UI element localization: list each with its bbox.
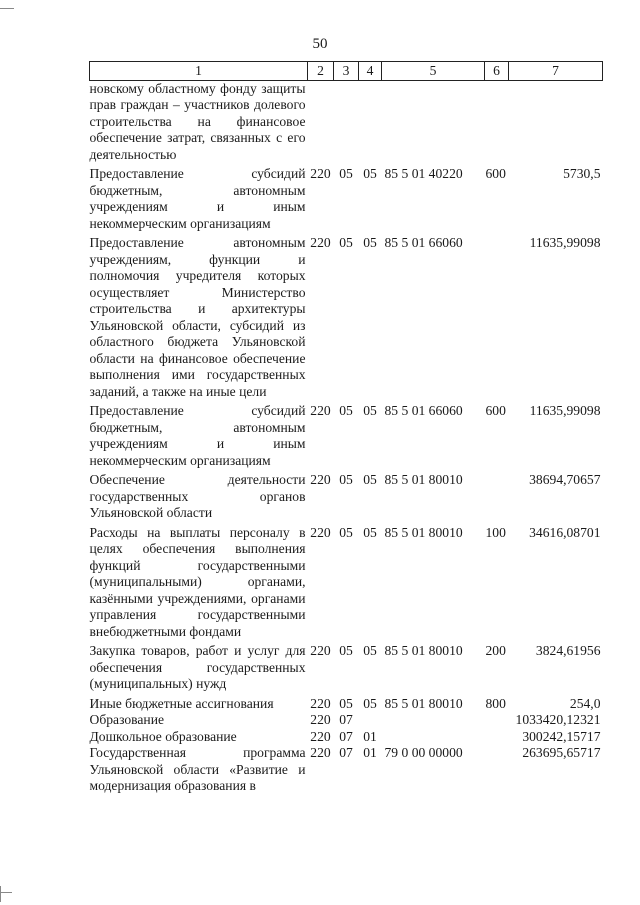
row-subsection: 05 <box>363 166 377 181</box>
row-section: 05 <box>339 643 353 658</box>
row-amount: 38694,70657 <box>529 472 601 487</box>
table-row <box>90 643 603 696</box>
row-subsection: 05 <box>363 524 377 540</box>
row-code-admin: 220 <box>310 712 331 727</box>
table-row <box>90 472 603 525</box>
header-col-1: 1 <box>90 62 308 81</box>
row-code-admin: 220 <box>310 472 331 487</box>
row-target-article <box>382 729 485 746</box>
table-row <box>90 235 603 403</box>
row-target-article: 85 5 01 66060 <box>384 403 463 418</box>
row-subsection <box>359 80 382 166</box>
row-amount: 263695,65717 <box>522 745 601 760</box>
row-subsection: 05 <box>363 695 377 711</box>
row-amount: 11635,99098 <box>529 235 601 250</box>
row-name: Расходы на выплаты персоналу в целях обеспечения выполнения функций государственными (муниципальными) органами, казёнными учреждениями, органами управления государственными внебюджетными фондами <box>89 524 306 639</box>
row-name: Предоставление автономным учреждениям, функции и полномочия учредителя которых осуществляет Министерство строительства и архитектуры Ульяновской области, субсидий из областного бюджета Ульяновской области на финансовое обеспечение выполнения ими государственных заданий, а также на иные цели <box>89 235 306 399</box>
row-section: 05 <box>339 472 353 487</box>
row-expense-type <box>485 235 509 403</box>
table-row <box>90 745 603 795</box>
row-subsection: 05 <box>363 403 377 418</box>
row-amount: 11635,99098 <box>529 403 601 418</box>
row-expense-type: 100 <box>485 524 506 540</box>
table-row <box>90 166 603 235</box>
row-target-article <box>382 80 485 166</box>
table-row <box>90 696 603 713</box>
row-code-admin: 220 <box>310 235 331 250</box>
row-expense-type <box>485 745 509 795</box>
row-code-admin: 220 <box>310 524 331 540</box>
row-subsection: 01 <box>363 728 377 744</box>
row-target-article <box>382 712 485 729</box>
row-subsection: 05 <box>363 472 377 487</box>
row-section: 07 <box>339 745 353 760</box>
row-amount: 34616,08701 <box>529 524 601 540</box>
row-name: Предоставление субсидий бюджетным, автономным учреждениям и иным некоммерческим организациям <box>89 166 306 231</box>
row-section: 07 <box>339 728 353 744</box>
row-amount: 3824,61956 <box>535 643 601 658</box>
row-expense-type: 600 <box>485 166 506 181</box>
scan-mark-bottom-left <box>0 892 12 893</box>
row-section: 05 <box>339 695 353 711</box>
table-header-row <box>90 62 603 81</box>
row-code-admin <box>308 80 334 166</box>
header-col-4: 4 <box>359 62 382 81</box>
row-name: Закупка товаров, работ и услуг для обеспечения государственных (муниципальных) нужд <box>89 643 306 691</box>
row-expense-type <box>485 712 509 729</box>
row-subsection <box>359 712 382 729</box>
row-expense-type: 600 <box>485 403 506 418</box>
table-row <box>90 80 603 166</box>
row-target-article: 79 0 00 00000 <box>384 745 463 760</box>
row-expense-type: 800 <box>485 695 506 711</box>
row-code-admin: 220 <box>310 643 331 658</box>
row-section <box>334 80 359 166</box>
row-expense-type <box>485 729 509 746</box>
table-row <box>90 403 603 472</box>
row-target-article: 85 5 01 80010 <box>384 643 463 658</box>
header-col-5: 5 <box>382 62 485 81</box>
row-target-article: 85 5 01 66060 <box>384 235 463 250</box>
row-name: Обеспечение деятельности государственных органов Ульяновской области <box>89 472 306 520</box>
row-name: Дошкольное образование <box>89 728 237 744</box>
table-row <box>90 525 603 644</box>
row-target-article: 85 5 01 40220 <box>384 166 463 181</box>
row-amount <box>509 80 603 166</box>
row-expense-type <box>485 472 509 525</box>
scan-mark-left-edge <box>0 886 1 902</box>
row-amount: 300242,15717 <box>522 728 601 744</box>
row-code-admin: 220 <box>310 403 331 418</box>
row-code-admin: 220 <box>310 745 331 760</box>
page-number: 50 <box>312 36 328 52</box>
row-code-admin: 220 <box>310 728 331 744</box>
budget-table <box>89 61 603 795</box>
row-name: Государственная программа Ульяновской области «Развитие и модернизация образования в <box>89 745 306 793</box>
row-name: Образование <box>89 712 165 727</box>
row-section: 05 <box>339 166 353 181</box>
row-subsection: 05 <box>363 643 377 658</box>
row-target-article: 85 5 01 80010 <box>384 695 463 711</box>
row-name: новскому областному фонду защиты прав граждан – участников долевого строительства на финансовое обеспечение затрат, связанных с его деятельностью <box>89 80 306 162</box>
row-section: 05 <box>339 403 353 418</box>
header-col-2: 2 <box>308 62 334 81</box>
header-col-3: 3 <box>334 62 359 81</box>
row-section: 05 <box>339 524 353 540</box>
row-amount: 1033420,12321 <box>515 712 601 727</box>
header-col-6: 6 <box>485 62 509 81</box>
row-subsection: 05 <box>363 235 377 250</box>
row-section: 05 <box>339 235 353 250</box>
row-subsection: 01 <box>363 745 377 760</box>
row-target-article: 85 5 01 80010 <box>384 524 463 540</box>
row-code-admin: 220 <box>310 695 331 711</box>
header-col-7: 7 <box>509 62 603 81</box>
scan-mark-top-left <box>0 8 14 9</box>
row-target-article: 85 5 01 80010 <box>384 472 463 487</box>
row-name: Иные бюджетные ассигнования <box>89 695 274 711</box>
row-code-admin: 220 <box>310 166 331 181</box>
row-section: 07 <box>339 712 353 727</box>
table-row <box>90 729 603 746</box>
row-amount: 254,0 <box>569 695 601 711</box>
row-name: Предоставление субсидий бюджетным, автономным учреждениям и иным некоммерческим организациям <box>89 403 306 468</box>
table-row <box>90 712 603 729</box>
row-expense-type: 200 <box>485 643 506 658</box>
row-amount: 5730,5 <box>563 166 601 181</box>
row-expense-type <box>485 80 509 166</box>
